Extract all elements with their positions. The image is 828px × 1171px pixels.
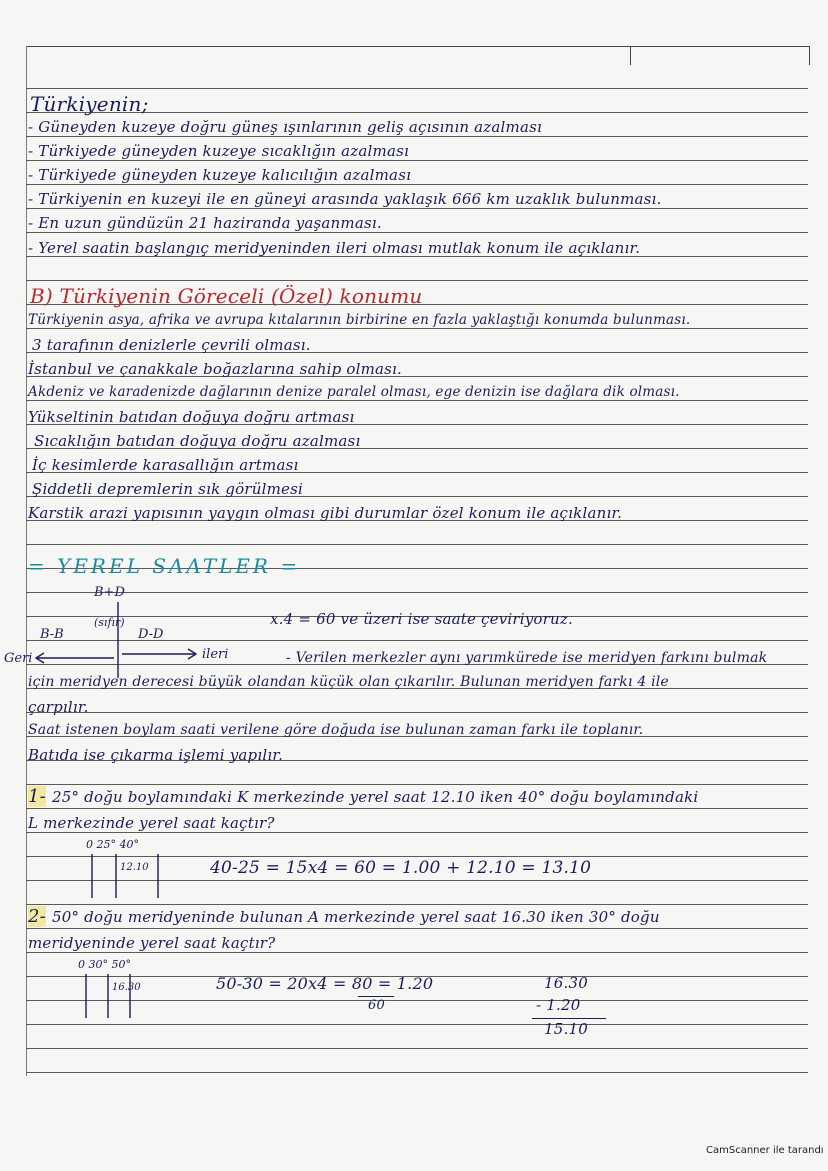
question-2-number: 2- (28, 906, 46, 927)
diagram-ileri-label: ileri (202, 647, 229, 662)
meridian-diagram (4, 582, 266, 678)
heading-goreceli-konum: B) Türkiyenin Göreceli (Özel) konumu (30, 284, 423, 308)
diagram-geri-label: Geri (4, 651, 33, 666)
note-line: çarpılır. (28, 698, 89, 716)
note-line: Karstik arazi yapısının yaygın olması gibi durumlar özel konum ile açıklanır. (28, 504, 623, 522)
note-line: - Türkiyede güneyden kuzeye sıcaklığın azalması (28, 142, 409, 160)
ruled-line (26, 88, 808, 89)
header-divider (630, 47, 631, 65)
ruled-line (26, 952, 808, 953)
ruled-line (26, 208, 808, 209)
subtraction-result: 15.10 (544, 1020, 588, 1038)
q2-sketch-degrees: 0 30° 50° (78, 958, 131, 971)
diagram-zero-label: (sıfır) (94, 616, 125, 629)
q2-sketch-time: 16.30 (112, 982, 141, 993)
diagram-right-label: D-D (138, 627, 164, 642)
question-1-text: 25° doğu boylamındaki K merkezinde yerel saat 12.10 iken 40° doğu boylamındaki (52, 788, 699, 806)
note-line: İç kesimlerde karasallığın artması (32, 456, 299, 474)
note-line: Şiddetli depremlerin sık görülmesi (32, 480, 303, 498)
q1-sketch-time: 12.10 (120, 862, 149, 873)
rule-multiply-four: x.4 = 60 ve üzeri ise saate çeviriyoruz. (270, 610, 573, 628)
note-line: - Türkiyenin en kuzeyi ile en güneyi arasında yaklaşık 666 km uzaklık bulunması. (28, 190, 662, 208)
left-margin-line (26, 46, 27, 1076)
note-line: - Yerel saatin başlangıç meridyeninden ileri olması mutlak konum ile açıklanır. (28, 239, 641, 257)
note-line: Sıcaklığın batıdan doğuya doğru azalması (34, 432, 361, 450)
ruled-line (26, 160, 808, 161)
ruled-line (26, 1024, 808, 1025)
ruled-line (26, 1048, 808, 1049)
ruled-line (26, 904, 808, 905)
note-line: - En uzun gündüzün 21 haziranda yaşanması. (28, 214, 382, 232)
fraction-bar (358, 996, 394, 997)
question-2-calculation: 50-30 = 20x4 = 80 = 1.20 (216, 974, 434, 993)
heading-yerel-saatler: = YEREL SAATLER = (28, 554, 301, 578)
subtraction-middle: - 1.20 (536, 996, 581, 1014)
question-1-text: L merkezinde yerel saat kaçtır? (28, 814, 275, 832)
ruled-line (26, 712, 808, 713)
note-line: Yükseltinin batıdan doğuya doğru artması (28, 408, 355, 426)
note-line: - Güneyden kuzeye doğru güneş ışınlarının geliş açısının azalması (28, 118, 543, 136)
note-line: - Türkiyede güneyden kuzeye kalıcılığın azalması (28, 166, 412, 184)
note-line: 3 tarafının denizlerle çevrili olması. (32, 336, 311, 354)
question-2-text: meridyeninde yerel saat kaçtır? (28, 934, 276, 952)
note-line: İstanbul ve çanakkale boğazlarına sahip olması. (28, 360, 402, 378)
subtraction-top: 16.30 (544, 974, 588, 992)
question-2-denominator: 60 (368, 998, 385, 1013)
ruled-line (26, 544, 808, 545)
question-1-number: 1- (28, 786, 46, 807)
ruled-line (26, 184, 808, 185)
ruled-line (26, 328, 808, 329)
question-2-text: 50° doğu meridyeninde bulunan A merkezinde yerel saat 16.30 iken 30° doğu (52, 908, 660, 926)
question-1-calculation: 40-25 = 15x4 = 60 = 1.00 + 12.10 = 13.10 (210, 858, 592, 878)
diagram-left-label: B-B (40, 627, 64, 642)
page-header-box (26, 46, 810, 65)
question-2-sketch (78, 956, 198, 1020)
note-line: Batıda ise çıkarma işlemi yapılır. (28, 746, 284, 764)
ruled-line (26, 784, 808, 785)
q1-sketch-degrees: 0 25° 40° (86, 838, 139, 851)
ruled-line (26, 808, 808, 809)
note-line: Akdeniz ve karadenizde dağlarının denize paralel olması, ege denizin ise dağlara dik olması. (28, 384, 680, 400)
ruled-line (26, 832, 808, 833)
subtraction-bar (532, 1018, 606, 1019)
ruled-line (26, 280, 808, 281)
ruled-line (26, 136, 808, 137)
note-line: - Verilen merkezler aynı yarımkürede ise meridyen farkını bulmak (286, 650, 768, 666)
ruled-line (26, 232, 808, 233)
notebook-page (4, 46, 808, 1086)
note-line: Saat istenen boylam saati verilene göre doğuda ise bulunan zaman farkı ile toplanır. (28, 722, 644, 738)
scanner-watermark: CamScanner ile tarandı (706, 1145, 824, 1156)
heading-turkiye: Türkiyenin; (30, 92, 149, 116)
question-1-sketch (86, 836, 206, 900)
ruled-line (26, 400, 808, 401)
note-line: için meridyen derecesi büyük olandan küçük olan çıkarılır. Bulunan meridyen farkı 4 ile (28, 674, 669, 690)
ruled-line (26, 928, 808, 929)
ruled-line (26, 1072, 808, 1073)
diagram-top-label: B+D (94, 585, 125, 600)
note-line: Türkiyenin asya, afrika ve avrupa kıtalarının birbirine en fazla yaklaştığı konumda bulunması. (28, 312, 691, 328)
